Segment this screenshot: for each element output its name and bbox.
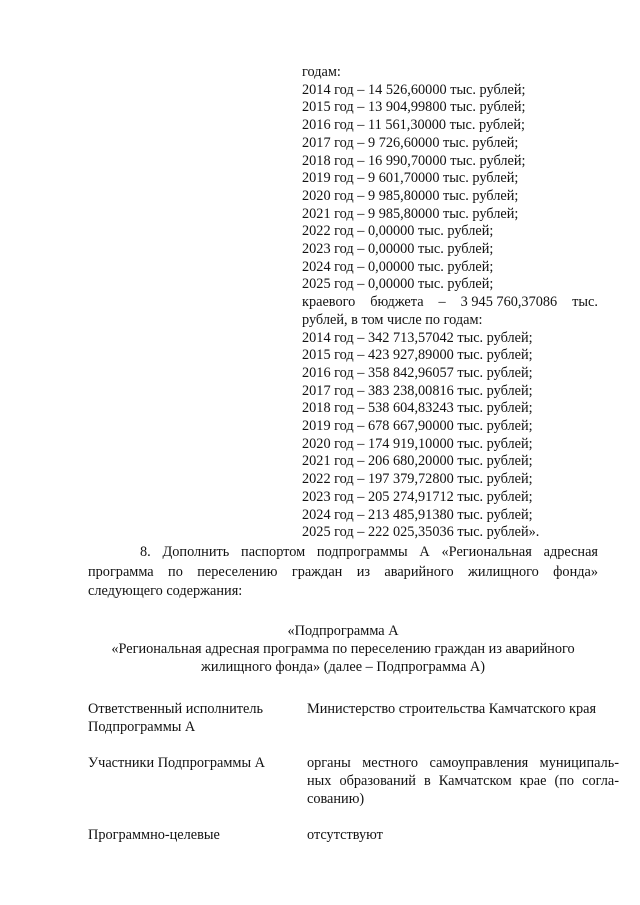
federal-year-line: 2024 год – 0,00000 тыс. рублей; [302, 258, 494, 275]
regional-year-line: 2017 год – 383 238,00816 тыс. рублей; [302, 382, 533, 399]
regional-year-line: 2023 год – 205 274,91712 тыс. рублей; [302, 488, 533, 505]
passport-row-value: отсутствуют [307, 827, 383, 843]
federal-year-line: 2020 год – 9 985,80000 тыс. рублей; [302, 187, 519, 204]
passport-row-value: органы местного самоуправления муниципаль-ных образований в Камчатском крае (по согла-сованию) [307, 755, 619, 807]
budget-column [302, 64, 598, 542]
regional-year-line: 2024 год – 213 485,91380 тыс. рублей; [302, 506, 533, 523]
federal-year-line: 2018 год – 16 990,70000 тыс. рублей; [302, 152, 526, 169]
passport-row-value: Министерство строительства Камчатского края [307, 701, 597, 717]
subprogram-name-line: жилищного фонда» (далее – Подпрограмма А) [200, 659, 486, 675]
regional-word: бюджета [370, 294, 424, 311]
regional-year-line: 2019 год – 678 667,90000 тыс. рублей; [302, 418, 533, 435]
federal-year-line: 2025 год – 0,00000 тыс. рублей; [302, 276, 494, 293]
regional-year-line: 2014 год – 342 713,57042 тыс. рублей; [302, 329, 533, 346]
item-8-text: 8. Дополнить паспортом подпрограммы А «Региональная адресная программа по переселению граждан из аварийного жилищного фонда» следующего содержания: [88, 544, 598, 599]
federal-year-line: 2022 год – 0,00000 тыс. рублей; [302, 223, 494, 240]
federal-year-line: 2015 год – 13 904,99800 тыс. рублей; [302, 99, 526, 116]
regional-word: тыс. [572, 294, 598, 311]
regional-year-line: 2020 год – 174 919,10000 тыс. рублей; [302, 435, 533, 452]
passport-row-executor [88, 700, 618, 740]
passport-row-label: Участники Подпрограммы А [88, 755, 265, 771]
regional-word: краевого [302, 294, 356, 311]
passport-row-label: Программно-целевые [88, 827, 220, 843]
federal-year-line: 2014 год – 14 526,60000 тыс. рублей; [302, 81, 526, 98]
regional-year-line: 2021 год – 206 680,20000 тыс. рублей; [302, 453, 533, 470]
passport-row-participants [88, 754, 618, 810]
regional-budget-total [302, 294, 598, 312]
federal-year-line: 2023 год – 0,00000 тыс. рублей; [302, 241, 494, 258]
item-8-paragraph [88, 543, 598, 602]
regional-word: – [438, 294, 446, 311]
budget-intro: годам: [302, 64, 341, 80]
federal-year-line: 2019 год – 9 601,70000 тыс. рублей; [302, 170, 519, 187]
federal-year-line: 2021 год – 9 985,80000 тыс. рублей; [302, 205, 519, 222]
passport-row-label: Ответственный исполнитель Подпрограммы А [88, 701, 264, 735]
regional-year-line: 2015 год – 423 927,89000 тыс. рублей; [302, 347, 533, 364]
regional-year-line: 2025 год – 222 025,35036 тыс. рублей». [302, 524, 540, 541]
subprogram-heading [88, 622, 598, 676]
regional-budget-cont: рублей, в том числе по годам: [302, 311, 483, 328]
federal-year-line: 2017 год – 9 726,60000 тыс. рублей; [302, 134, 519, 151]
regional-year-line: 2018 год – 538 604,83243 тыс. рублей; [302, 400, 533, 417]
regional-word: 3 945 760,37086 [460, 294, 558, 311]
regional-year-line: 2016 год – 358 842,96057 тыс. рублей; [302, 364, 533, 381]
regional-year-line: 2022 год – 197 379,72800 тыс. рублей; [302, 471, 533, 488]
passport-row-program-target [88, 826, 618, 848]
subprogram-name-line: «Региональная адресная программа по переселению граждан из аварийного [111, 641, 575, 657]
federal-year-line: 2016 год – 11 561,30000 тыс. рублей; [302, 117, 525, 134]
subprogram-title: «Подпрограмма А [287, 623, 399, 639]
